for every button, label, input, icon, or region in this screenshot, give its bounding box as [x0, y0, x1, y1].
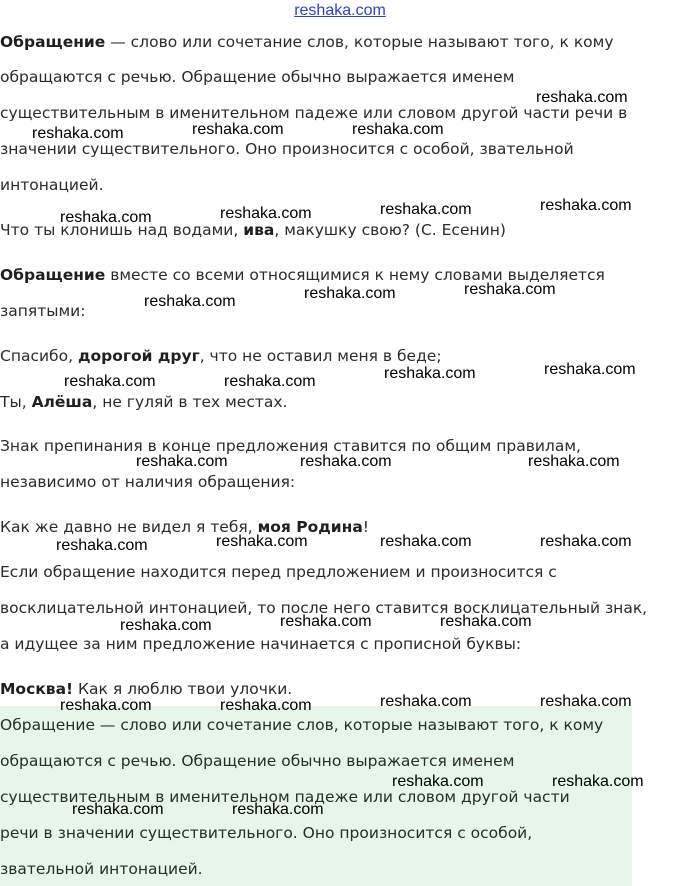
example-alyosha: Ты, Алёша, не гуляй в тех местах. — [0, 393, 288, 411]
definition-line-4: значении существительного. Оно произносится с особой, звательной — [0, 140, 574, 158]
site-header-link[interactable]: reshaka.com — [294, 2, 386, 19]
watermark: reshaka.com — [216, 533, 308, 550]
highlight-line-2: обращаются с речью. Обращение обычно выражается именем — [0, 752, 515, 770]
punctuation-rule-line-2: независимо от наличия обращения: — [0, 473, 296, 491]
watermark: reshaka.com — [352, 121, 444, 138]
watermark: reshaka.com — [380, 201, 472, 218]
watermark: reshaka.com — [136, 453, 228, 470]
watermark: reshaka.com — [56, 537, 148, 554]
watermark: reshaka.com — [280, 613, 372, 630]
watermark: reshaka.com — [60, 209, 152, 226]
watermark: reshaka.com — [220, 205, 312, 222]
watermark: reshaka.com — [60, 697, 152, 714]
watermark: reshaka.com — [304, 285, 396, 302]
watermark: reshaka.com — [220, 697, 312, 714]
exclamation-rule-line-1: Если обращение находится перед предложением и произносится с — [0, 563, 557, 581]
watermark: reshaka.com — [224, 373, 316, 390]
highlight-line-4: речи в значении существительного. Оно произносится с особой, — [0, 824, 533, 842]
highlight-line-3: существительным в именительном падеже или словом другой части — [0, 788, 570, 806]
watermark: reshaka.com — [544, 361, 636, 378]
watermark: reshaka.com — [540, 197, 632, 214]
highlight-line-1: Обращение — слово или сочетание слов, которые называют того, к кому — [0, 716, 604, 734]
watermark: reshaka.com — [528, 453, 620, 470]
definition-line-3: существительным в именительном падеже или словом другой части речи в — [0, 104, 628, 122]
watermark: reshaka.com — [536, 89, 628, 106]
watermark: reshaka.com — [380, 533, 472, 550]
exclamation-rule-line-3: а идущее за ним предложение начинается с прописной буквы: — [0, 635, 522, 653]
watermark: reshaka.com — [384, 365, 476, 382]
watermark: reshaka.com — [32, 125, 124, 142]
example-dear-friend: Спасибо, дорогой друг, что не оставил меня в беде; — [0, 347, 442, 365]
highlight-line-5: звательной интонацией. — [0, 860, 203, 878]
watermark: reshaka.com — [392, 773, 484, 790]
definition-line-2: обращаются с речью. Обращение обычно выражается именем — [0, 68, 515, 86]
example-rodina: Как же давно не видел я тебя, моя Родина! — [0, 518, 370, 536]
watermark: reshaka.com — [192, 121, 284, 138]
definition-line-5: интонацией. — [0, 176, 104, 194]
comma-rule-line-2: запятыми: — [0, 302, 86, 320]
watermark: reshaka.com — [144, 293, 236, 310]
watermark: reshaka.com — [72, 801, 164, 818]
exclamation-rule-line-2: восклицательной интонацией, то после него ставится восклицательный знак, — [0, 599, 648, 617]
example-yesenin: Что ты клонишь над водами, ива, макушку свою? (С. Есенин) — [0, 221, 506, 239]
watermark: reshaka.com — [120, 617, 212, 634]
watermark: reshaka.com — [540, 693, 632, 710]
watermark: reshaka.com — [232, 801, 324, 818]
watermark: reshaka.com — [300, 453, 392, 470]
example-moskva: Москва! Как я люблю твои улочки. — [0, 680, 293, 698]
comma-rule-line-1: Обращение вместе со всеми относящимися к нему словами выделяется — [0, 266, 605, 284]
watermark: reshaka.com — [540, 533, 632, 550]
definition-line-1: Обращение — слово или сочетание слов, которые называют того, к кому — [0, 33, 614, 51]
watermark: reshaka.com — [380, 693, 472, 710]
punctuation-rule-line-1: Знак препинания в конце предложения ставится по общим правилам, — [0, 437, 581, 455]
term-obrashchenie: Обращение — [0, 33, 106, 51]
watermark: reshaka.com — [552, 773, 644, 790]
watermark: reshaka.com — [64, 373, 156, 390]
watermark: reshaka.com — [464, 281, 556, 298]
watermark: reshaka.com — [440, 613, 532, 630]
